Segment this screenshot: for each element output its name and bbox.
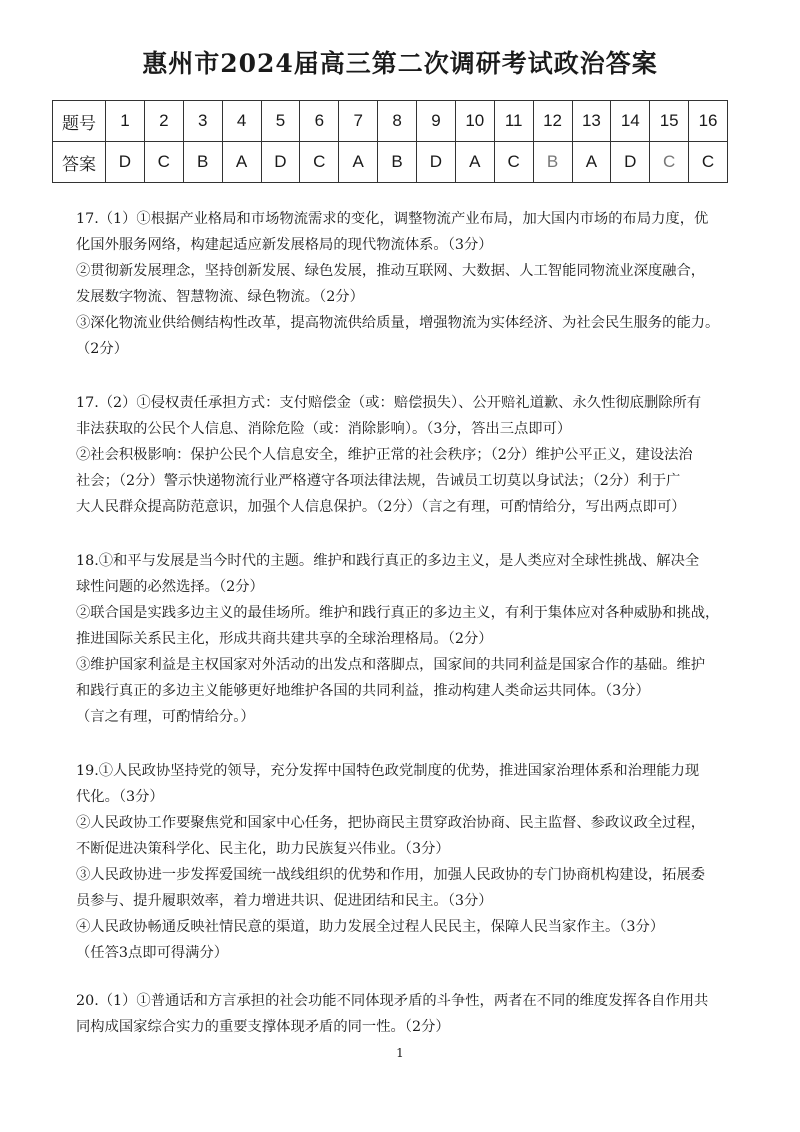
number-cell: 1 bbox=[106, 101, 145, 142]
number-cell: 15 bbox=[650, 101, 689, 142]
answer-line: 员参与、提升履职效率，着力增进共识、促进团结和民主。（3分） bbox=[76, 893, 493, 909]
answer-line: 同构成国家综合实力的重要支撑体现矛盾的同一性。（2分） bbox=[76, 1019, 450, 1035]
answer-line: 19.①人民政协坚持党的领导，充分发挥中国特色政党制度的优势，推进国家治理体系和治理能力现 bbox=[76, 763, 700, 779]
answer-cell: C bbox=[689, 142, 728, 183]
q19-answer bbox=[76, 758, 732, 966]
number-cell: 6 bbox=[300, 101, 339, 142]
q20-part1-answer bbox=[76, 988, 732, 1040]
answer-line: 推进国际关系民主化，形成共商共建共享的全球治理格局。（2分） bbox=[76, 631, 493, 647]
answer-line: 非法获取的公民个人信息、消除危险（或：消除影响）。（3分，答出三点即可） bbox=[76, 421, 572, 437]
number-cell: 5 bbox=[261, 101, 300, 142]
answer-cell: A bbox=[572, 142, 611, 183]
q17-part2-answer bbox=[76, 390, 732, 520]
answer-cell: D bbox=[611, 142, 650, 183]
answer-line: ②社会积极影响：保护公民个人信息安全，维护正常的社会秩序；（2分）维护公平正义，建设法治 bbox=[76, 447, 693, 463]
answer-line: 发展数字物流、智慧物流、绿色物流。（2分） bbox=[76, 289, 364, 305]
q18-answer bbox=[76, 548, 732, 730]
page-number: 1 bbox=[396, 1046, 404, 1060]
answer-line: 社会；（2分）警示快递物流行业严格遵守各项法律法规，告诫员工切莫以身试法；（2分）利于广 bbox=[76, 473, 681, 489]
answer-line: 17.（1）①根据产业格局和市场物流需求的变化，调整物流产业布局，加大国内市场的布局力度，优 bbox=[76, 211, 709, 227]
answer-cell: A bbox=[339, 142, 378, 183]
number-cell: 12 bbox=[533, 101, 572, 142]
answer-line: 代化。（3分） bbox=[76, 789, 164, 805]
number-cell: 10 bbox=[455, 101, 494, 142]
answer-line: 不断促进决策科学化、民主化，助力民族复兴伟业。（3分） bbox=[76, 841, 450, 857]
answer-line: 20.（1）①普通话和方言承担的社会功能不同体现矛盾的斗争性，两者在不同的维度发挥各自作用共 bbox=[76, 993, 709, 1009]
answer-cell: B bbox=[378, 142, 417, 183]
number-cell: 9 bbox=[417, 101, 456, 142]
answer-cell: C bbox=[144, 142, 183, 183]
question-number-row bbox=[53, 101, 728, 142]
answer-cell: D bbox=[106, 142, 145, 183]
number-cell: 2 bbox=[144, 101, 183, 142]
row-label-answer: 答案 bbox=[53, 142, 106, 183]
answer-line: 大人民群众提高防范意识，加强个人信息保护。（2分）（言之有理，可酌情给分，写出两点即可） bbox=[76, 499, 686, 515]
answer-line: ③深化物流业供给侧结构性改革，提高物流供给质量，增强物流为实体经济、为社会民生服务的能力。 bbox=[76, 315, 720, 331]
number-cell: 11 bbox=[494, 101, 533, 142]
answer-line: ②贯彻新发展理念，坚持创新发展、绿色发展，推动互联网、大数据、人工智能同物流业深度融合， bbox=[76, 263, 706, 279]
number-cell: 4 bbox=[222, 101, 261, 142]
answer-cell: A bbox=[222, 142, 261, 183]
answer-line: ③维护国家利益是主权国家对外活动的出发点和落脚点，国家间的共同利益是国家合作的基础。维护 bbox=[76, 657, 706, 673]
row-label-number: 题号 bbox=[53, 101, 106, 142]
answer-row bbox=[53, 142, 728, 183]
number-cell: 8 bbox=[378, 101, 417, 142]
answer-cell: B bbox=[533, 142, 572, 183]
number-cell: 16 bbox=[689, 101, 728, 142]
answer-line: 球性问题的必然选择。（2分） bbox=[76, 579, 264, 595]
answer-line: 化国外服务网络，构建起适应新发展格局的现代物流体系。（3分） bbox=[76, 237, 493, 253]
answer-line: 17.（2）①侵权责任承担方式：支付赔偿金（或：赔偿损失）、公开赔礼道歉、永久性彻底删除所有 bbox=[76, 395, 702, 411]
answer-line: ②联合国是实践多边主义的最佳场所。维护和践行真正的多边主义，有利于集体应对各种威胁和挑战， bbox=[76, 605, 720, 621]
number-cell: 13 bbox=[572, 101, 611, 142]
answer-line: （任答3点即可得满分） bbox=[76, 945, 229, 961]
answer-cell: D bbox=[417, 142, 456, 183]
number-cell: 7 bbox=[339, 101, 378, 142]
answer-cell: C bbox=[494, 142, 533, 183]
answer-cell: C bbox=[300, 142, 339, 183]
answer-line: （言之有理，可酌情给分。） bbox=[76, 709, 255, 725]
answer-line: 18.①和平与发展是当今时代的主题。维护和践行真正的多边主义，是人类应对全球性挑战、解决全 bbox=[76, 553, 700, 569]
document-title: 惠州市2024届高三第二次调研考试政治答案 bbox=[142, 49, 658, 78]
answer-cell: B bbox=[183, 142, 222, 183]
answer-cell: D bbox=[261, 142, 300, 183]
number-cell: 3 bbox=[183, 101, 222, 142]
answer-line: ④人民政协畅通反映社情民意的渠道，助力发展全过程人民民主，保障人民当家作主。（3分） bbox=[76, 919, 665, 935]
number-cell: 14 bbox=[611, 101, 650, 142]
answer-cell: A bbox=[455, 142, 494, 183]
answer-line: 和践行真正的多边主义能够更好地维护各国的共同利益，推动构建人类命运共同体。（3分） bbox=[76, 683, 650, 699]
answer-content bbox=[76, 206, 732, 1040]
q17-part1-answer bbox=[76, 206, 732, 362]
answer-line: ②人民政协工作要聚焦党和国家中心任务，把协商民主贯穿政治协商、民主监督、参政议政全过程， bbox=[76, 815, 706, 831]
answer-table bbox=[52, 100, 728, 183]
answer-line: ③人民政协进一步发挥爱国统一战线组织的优势和作用，加强人民政协的专门协商机构建设，拓展委 bbox=[76, 867, 706, 883]
answer-cell: C bbox=[650, 142, 689, 183]
answer-line: （2分） bbox=[76, 341, 128, 357]
